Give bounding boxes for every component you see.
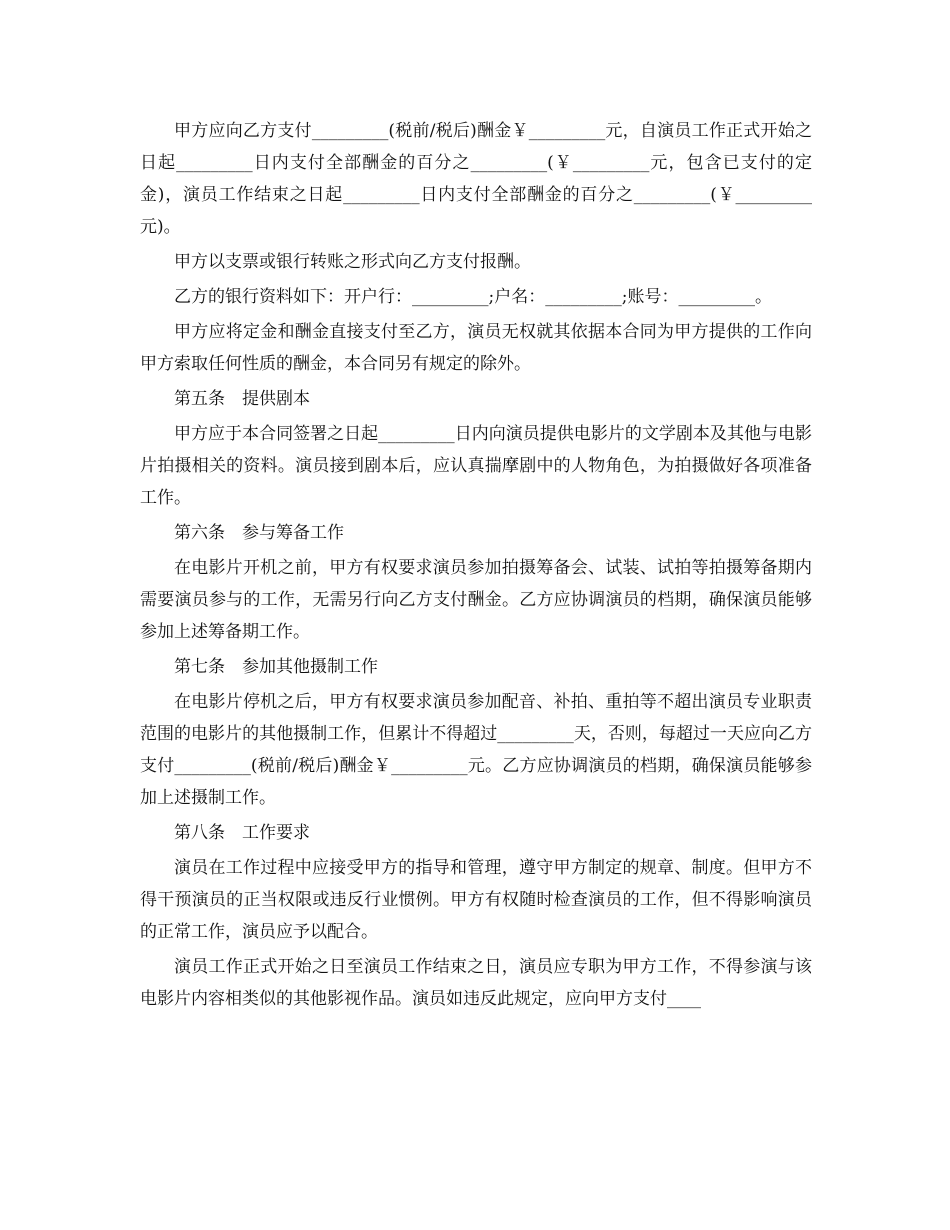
direct-payment-paragraph: 甲方应将定金和酬金直接支付至乙方，演员无权就其依据本合同为甲方提供的工作向甲方索取任何性质的酬金，本合同另有规定的除外。 (140, 322, 812, 374)
article-8-paragraph-1: 演员在工作过程中应接受甲方的指导和管理，遵守甲方制定的规章、制度。但甲方不得干预演员的正当权限或违反行业惯例。甲方有权随时检查演员的工作，但不得影响演员的正常工作，演员应予以配合。 (140, 858, 812, 942)
article-6-heading: 第六条 参与筹备工作 (174, 523, 344, 543)
article-8-paragraph-2: 演员工作正式开始之日至演员工作结束之日，演员应专职为甲方工作，不得参演与该电影片内容相类似的其他影视作品。演员如违反此规定，应向甲方支付____ (140, 957, 812, 1009)
article-5-paragraph: 甲方应于本合同签署之日起_________日内向演员提供电影片的文学剧本及其他与电影片拍摄相关的资料。演员接到剧本后，应认真揣摩剧中的人物角色，为拍摄做好各项准备工作。 (140, 424, 812, 508)
payment-terms-paragraph: 甲方应向乙方支付_________(税前/税后)酬金￥_________元，自演员工作正式开始之日起_________日内支付全部酬金的百分之_________(￥_________元，包含已支付的定金)，演员工作结束之日起_________日内支付全部酬金的百分之_________(￥_________元)。 (140, 121, 812, 237)
article-8-heading: 第八条 工作要求 (174, 823, 310, 843)
payment-method-paragraph: 甲方以支票或银行转账之形式向乙方支付报酬。 (174, 252, 531, 272)
article-7-heading: 第七条 参加其他摄制工作 (174, 657, 378, 677)
article-5-heading: 第五条 提供剧本 (174, 389, 310, 409)
article-7-paragraph: 在电影片停机之后，甲方有权要求演员参加配音、补拍、重拍等不超出演员专业职责范围的电影片的其他摄制工作，但累计不得超过_________天，否则，每超过一天应向乙方支付_________(税前/税后)酬金￥_________元。乙方应协调演员的档期，确保演员能够参加上述摄制工作。 (140, 692, 812, 808)
document-page (140, 115, 812, 1018)
article-6-paragraph: 在电影片开机之前，甲方有权要求演员参加拍摄筹备会、试装、试拍等拍摄筹备期内需要演员参与的工作，无需另行向乙方支付酬金。乙方应协调演员的档期，确保演员能够参加上述筹备期工作。 (140, 558, 812, 642)
bank-info-paragraph: 乙方的银行资料如下：开户行：_________;户名：_________;账号：_________。 (174, 287, 772, 307)
